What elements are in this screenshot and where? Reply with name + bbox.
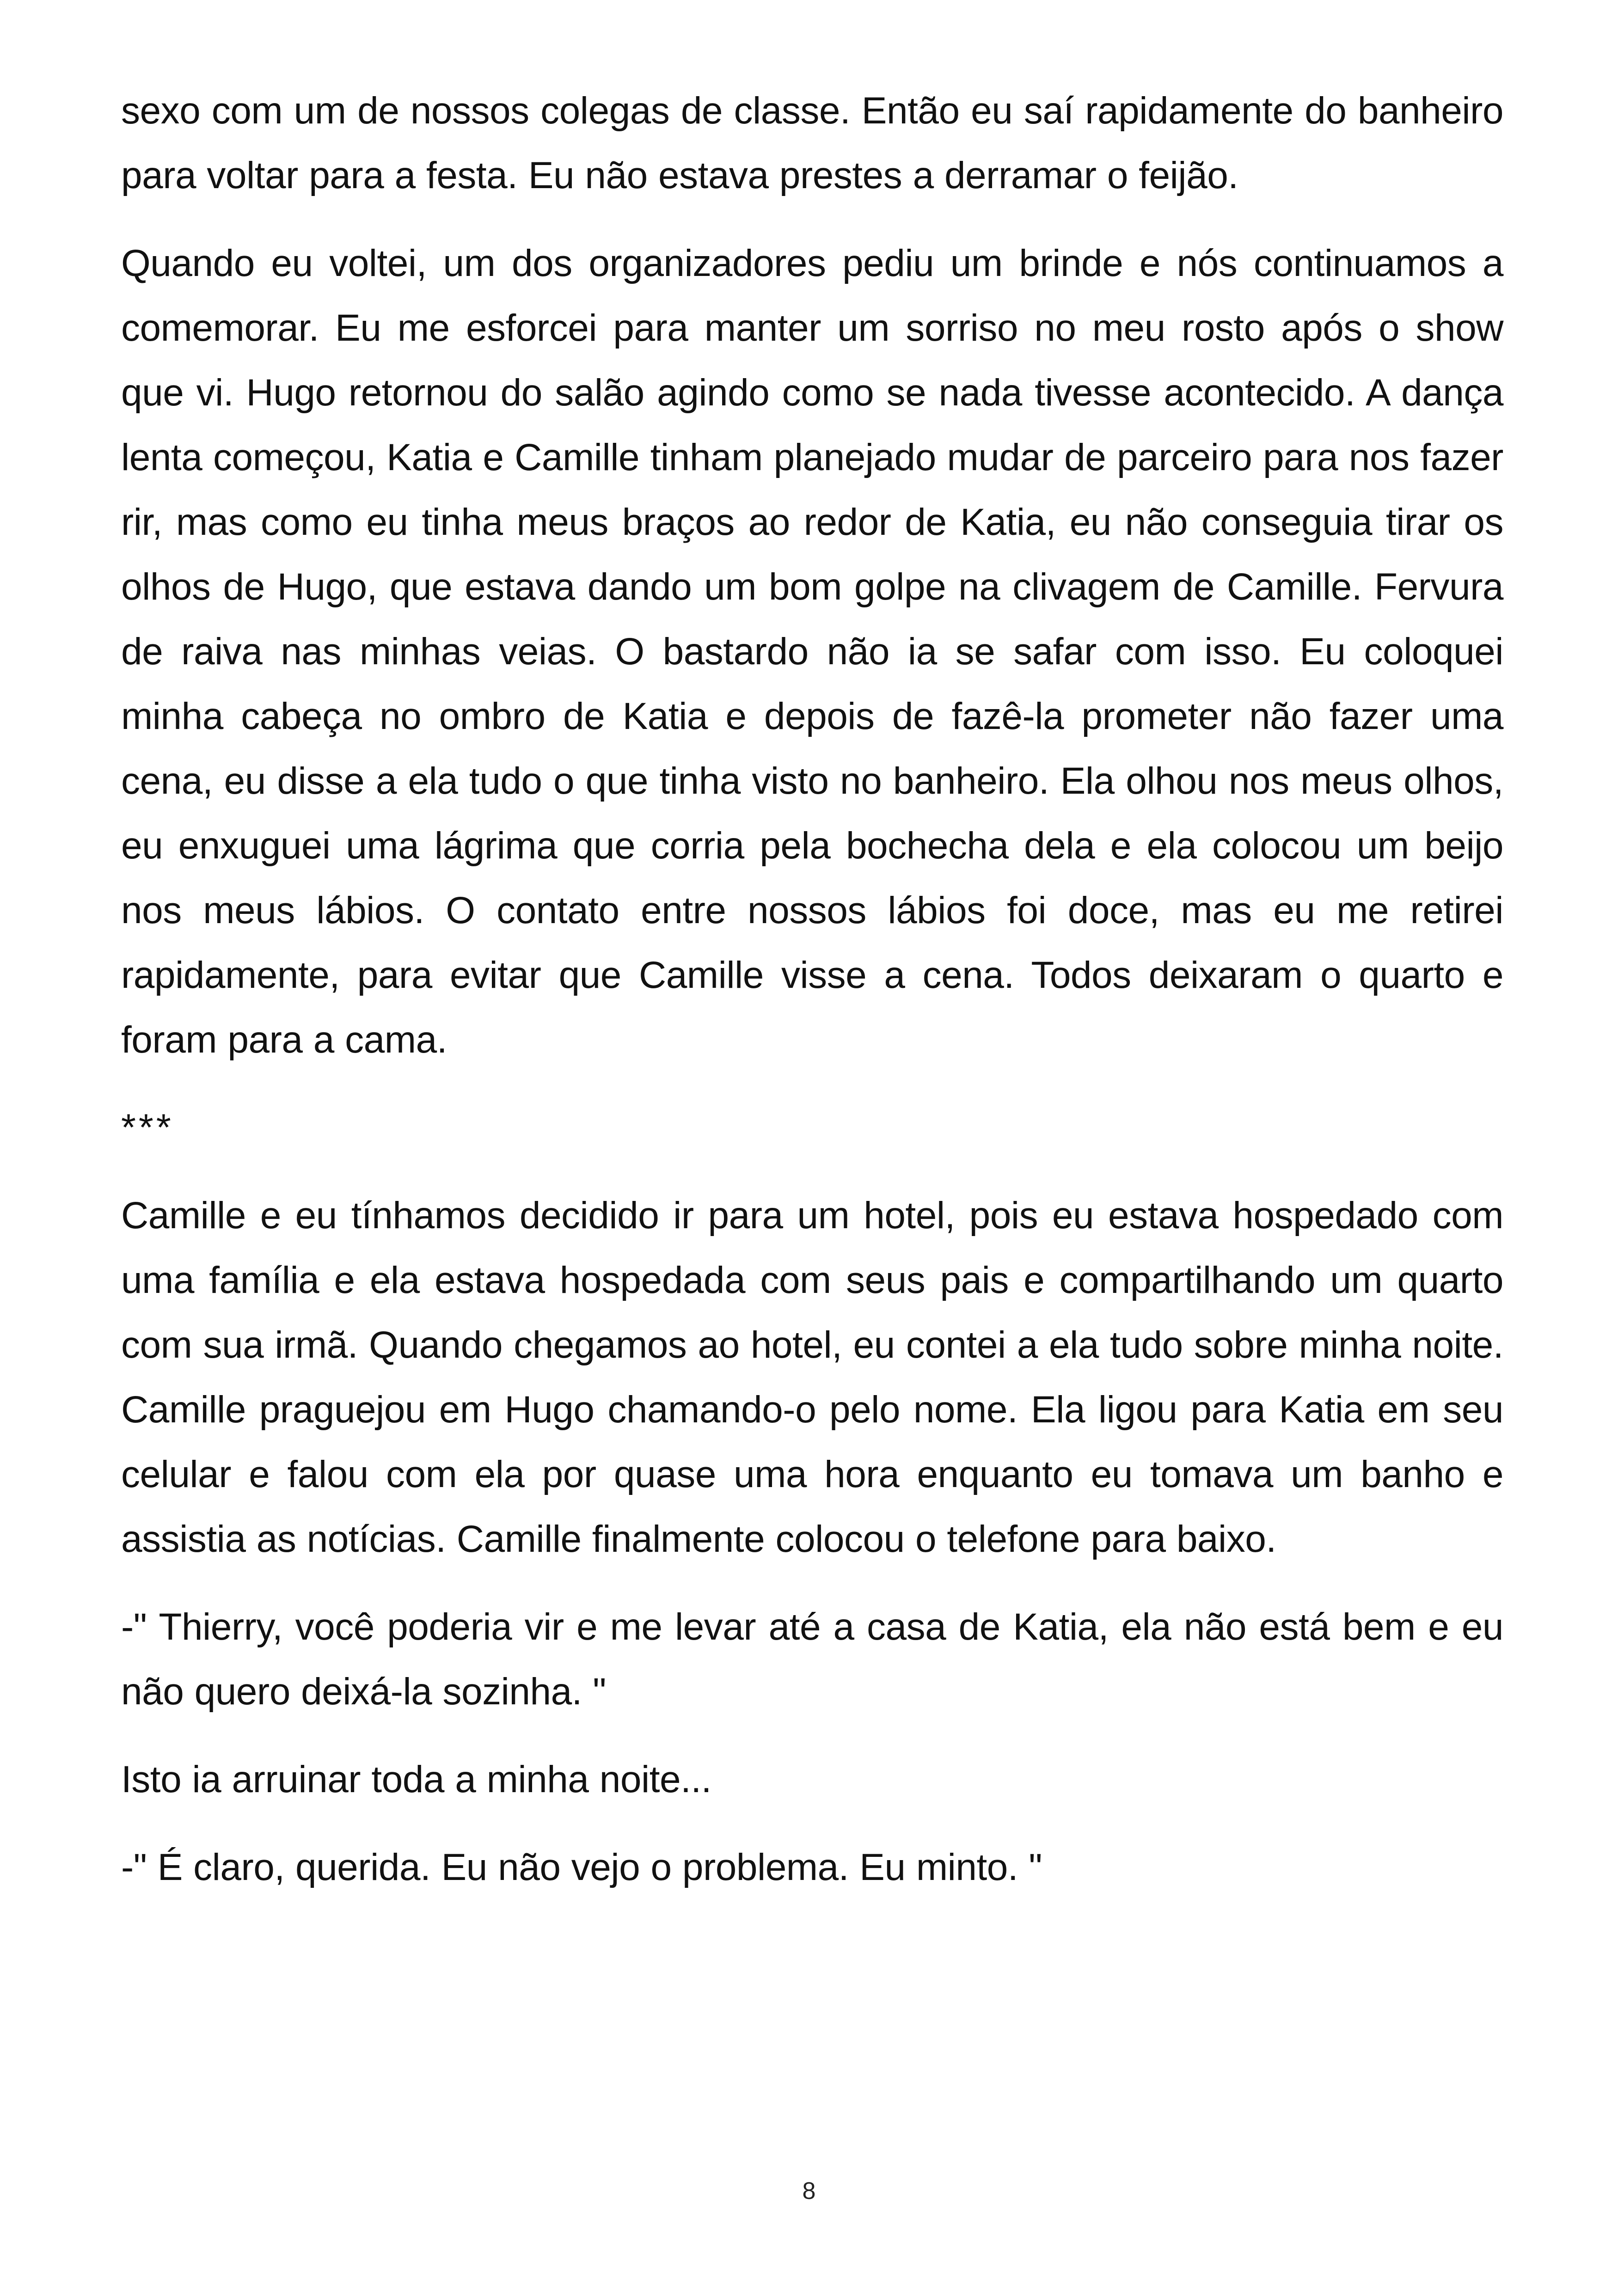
paragraph-2: Quando eu voltei, um dos organizadores pediu um brinde e nós continuamos a comemorar. Eu me esforcei para manter um sorriso no meu rosto após o show que vi. Hugo retornou do salão agindo como se nada tivesse acontecido. A dança lenta começou, Katia e Camille tinham planejado mudar de parceiro para nos fazer rir, mas como eu tinha meus braços ao redor de Katia, eu não conseguia tirar os olhos de Hugo, que estava dando um bom golpe na clivagem de Camille. Fervura de raiva nas minhas veias. O bastardo não ia se safar com isso. Eu coloquei minha cabeça no ombro de Katia e depois de fazê-la prometer não fazer uma cena, eu disse a ela tudo o que tinha visto no banheiro. Ela olhou nos meus olhos, eu enxuguei uma lágrima que corria pela bochecha dela e ela colocou um beijo nos meus lábios. O contato entre nossos lábios foi doce, mas eu me retirei rapidamente, para evitar que Camille visse a cena. Todos deixaram o quarto e foram para a cama. — [121, 242, 1503, 1061]
dialogue-line-2: -" É claro, querida. Eu não vejo o problema. Eu minto. " — [121, 1846, 1042, 1888]
dialogue-line-1: -" Thierry, você poderia vir e me levar até a casa de Katia, ela não está bem e eu não quero deixá-la sozinha. " — [121, 1606, 1503, 1713]
page-number: 8 — [802, 2178, 816, 2204]
paragraph-3: Camille e eu tínhamos decidido ir para um hotel, pois eu estava hospedado com uma família e ela estava hospedada com seus pais e compartilhando um quarto com sua irmã. Quando chegamos ao hotel, eu contei a ela tudo sobre minha noite. Camille praguejou em Hugo chamando-o pelo nome. Ela ligou para Katia em seu celular e falou com ela por quase uma hora enquanto eu tomava um banho e assistia as notícias. Camille finalmente colocou o telefone para baixo. — [121, 1194, 1503, 1560]
document-page — [121, 79, 1503, 1923]
paragraph-1: sexo com um de nossos colegas de classe. Então eu saí rapidamente do banheiro para voltar para a festa. Eu não estava prestes a derramar o feijão. — [121, 90, 1503, 196]
scene-separator: *** — [121, 1107, 174, 1149]
narration-line: Isto ia arruinar toda a minha noite... — [121, 1758, 711, 1800]
